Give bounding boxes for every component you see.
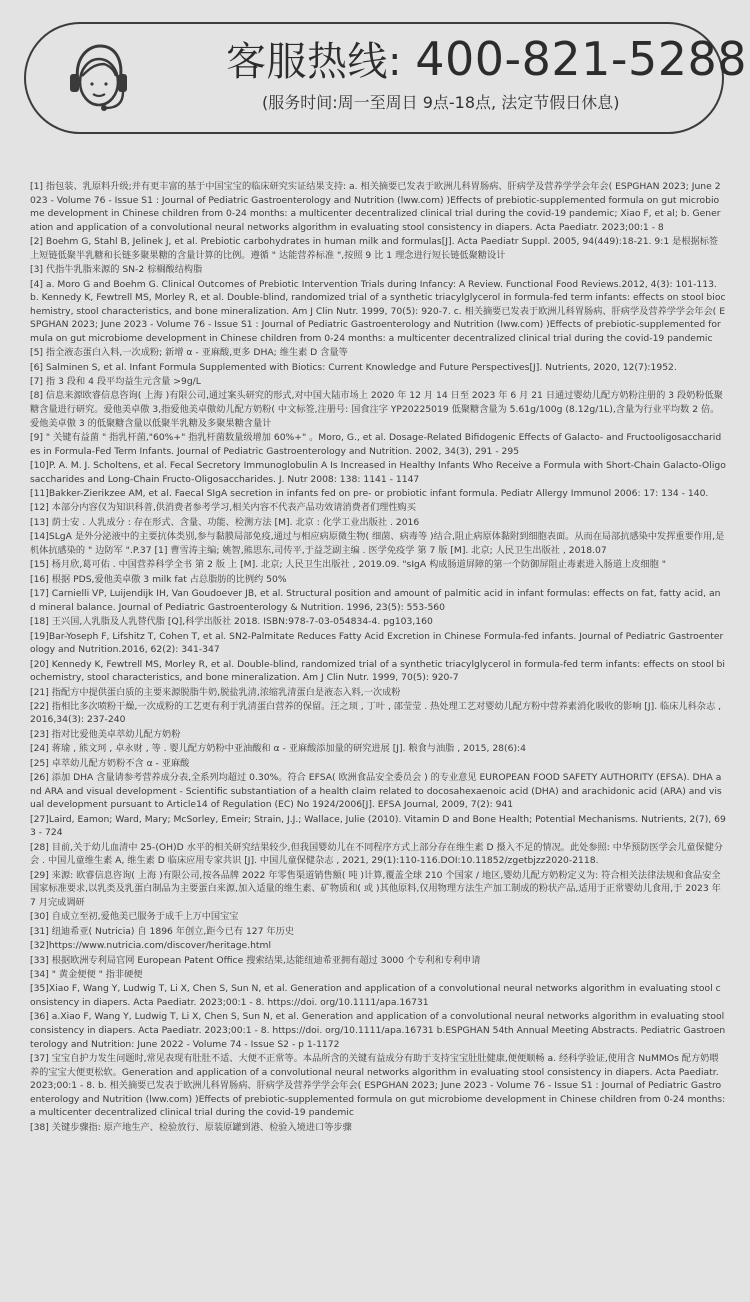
reference-item: [10]P. A. M. J. Scholtens, et al. Fecal Secretory Immunoglobulin A Is Increased in Healthy Infants Who Receive a Formula with Short-Chain Galacto-Oligosaccharides and Long-Chain Fructo-Oligosaccharides. J. Nutr 2008: 138: 1141 - 1147 [30,459,726,485]
reference-item: [15] 杨月欣,葛可佑 . 中国营养科学全书 第 2 版 上 [M]. 北京; 人民卫生出版社 , 2019.09. "sIgA 构成肠道屏障的第一个防御屏阻止毒素进入肠道上皮细胞 " [30,559,666,571]
reference-item: [21] 指配方中提供蛋白质的主要来源脱脂牛奶,脱盐乳清,浓缩乳清蛋白是液态入料,一次成粉 [30,686,401,698]
reference-item: [30] 自成立至初,爱他美已服务于成千上万中国宝宝 [30,911,239,923]
reference-item: [14]SLgA 是外分泌液中的主要抗体类别,参与黏膜局部免疫,通过与相应病原微生物( 细菌、病毒等 )结合,阻止病原体黏附到细胞表面。从而在局部抗感染中发挥重要作用,是机体抗感染的 " 边防军 ".P.37 [1] 曹雪涛主编; 姚智,熊思东,司传平,于益芝副主编 . 医学免疫学 第 7 版 [M]. 北京; 人民卫生出版社 , 2018.07 [30,531,725,556]
reference-item: [26] 添加 DHA 含量请参考营养成分表,全系列均超过 0.30%。符合 EFSA( 欧洲食品安全委员会 ) 的专业意见 EUROPEAN FOOD SAFETY AUTHORITY (EFSA). DHA and ARA and visual development - Scientific substantiation of a health claim related to docosahexaenoic acid (DHA) and arachidonic acid (ARA) and visual development pursuant to Article14 of Regulation (EC) No 1924/2006[J]. EFSA Journal, 2009, 7(2): 941 [30,772,722,811]
reference-item: [36] a.Xiao F, Wang Y, Ludwig T, Li X, Chen S, Sun N, et al. Generation and application of a convolutional neural networks algorithm in evaluating stool consistency in diapers. Acta Paediatr. 2023;00:1 - 8. https://doi. org/10.1111/apa.16731 b.ESPGHAN 54th Annual Meeting Abstracts. Pediatric Gastroenterology and Nutrition: June 2022 - Volume 74 - Issue S2 - p 1-1172 [30,1011,726,1050]
reference-item: [20] Kennedy K, Fewtrell MS, Morley R, et al. Double-blind, randomized trial of a synthetic triacylglycerol in formula-fed term infants: effects on stool biochemistry, stool characteristics, and bone mineralization. Am J Clin Nutr. 1999, 70(5): 920-7 [30,658,725,684]
reference-item: [22] 指相比多次喷粉干燥,一次成粉的工艺更有利于乳清蛋白营养的保留。汪之顼 , 丁叶 , 邵莹莹 . 热处理工艺对婴幼儿配方粉中营养素消化吸收的影响 [J]. 临床儿科杂志 ,2016,34(3): 237-240 [30,700,722,726]
service-hours: (服务时间:周一至周日 9点-18点, 法定节假日休息) [262,93,620,112]
reference-item: [24] 蒋瑜 , 熊文珂 , 卓永财 , 等 . 婴儿配方奶粉中亚油酸和 α - 亚麻酸添加量的研究进展 [J]. 粮食与油脂 , 2015, 28(6):4 [30,743,526,755]
reference-item: [27]Laird, Eamon; Ward, Mary; McSorley, Emeir; Strain, J.J.; Wallace, Julie (2010). Vitamin D and Bone Health; Potential Mechanisms. Nutrients, 2(7), 693 - 724 [30,813,726,839]
reference-item: [31] 纽迪希亚( Nutricia) 自 1896 年创立,距今已有 127 年历史 [30,925,294,937]
reference-item: [1] 指包装、乳原料升级;并有更丰富的基于中国宝宝的临床研究实证结果支持: a. 相关摘要已发表于欧洲儿科胃肠病、肝病学及营养学学会年会( ESPGHAN 2023; June 2023 - Volume 76 - Issue S1 : Journal of Pediatric Gastroenterology and Nutrition (lww.com) )Effects of prebiotic-supplemented formula on gut microbiome development in Chinese children from 0-24 months: a multicenter decentralized clinical trial during the covid-19 pandemic; Xiao F, et al; b. Generation and application of a convolutional neural networks algorithm in evaluating stool consistency in diapers. Acta Paediatr. 2023;00:1 - 8 [30,181,721,233]
reference-item: [4] a. Moro G and Boehm G. Clinical Outcomes of Prebiotic Intervention Trials during Infancy: A Review. Functional Food Reviews.2012, 4(3): 101-113. b. Kennedy K, Fewtrell MS, Morley R, et al. Double-blind, randomized trial of a synthetic triacylglycerol in formula-fed term infants: effects on stool biochemistry, stool characteristics, and bone mineralization. Am J Clin Nutr. 1999, 70(5): 920-7. c. 相关摘要已发表于欧洲儿科胃肠病、肝病学及营养学学会年会( ESPGHAN 2023; June 2023 - Volume 76 - Issue S1 : Journal of Pediatric Gastroenterology and Nutrition (lww.com) )Effects of prebiotic-supplemented formula on gut microbiome development in Chinese children from 0-24 months: a multicenter decentralized clinical trial during the covid-19 pandemic [30,278,726,344]
reference-item: [13] 荫士安 . 人乳成分 : 存在形式、含量、功能、检测方法 [M]. 北京 : 化学工业出版社 . 2016 [30,516,420,528]
reference-item: [34] " 黄金便便 " 指非硬便 [30,969,143,981]
hotline-label: 客服热线: [226,39,402,85]
hotline-title [226,34,747,87]
reference-item: [25] 卓萃幼儿配方奶粉不含 α - 亚麻酸 [30,757,190,769]
reference-item: [28] 目前,关于幼儿血清中 25-(OH)D 水平的相关研究结果较少,但我国婴幼儿在不同程序方式上部分存在维生素 D 摄入不足的情况。此处参照: 中华预防医学会儿童保健分会 . 中国儿童维生素 A, 维生素 D 临床应用专家共识 [J]. 中国儿童保健杂志 , 2021, 29(1):110-116.DOI:10.11852/zgetbjzz2020-2118. [30,841,723,867]
reference-item: [35]Xiao F, Wang Y, Ludwig T, Li X, Chen S, Sun N, et al. Generation and application of a convolutional neural networks algorithm in evaluating stool consistency in diapers. Acta Paediatr. 2023;00:1 - 8. https://doi. org/10.1111/apa.16731 [30,983,721,1008]
reference-item: [6] Salminen S, et al. Infant Formula Supplemented with Biotics: Current Knowledge and Future Perspectives[J]. Nutrients, 2020, 12(7):1952. [30,361,677,373]
reference-item: [2] Boehm G, Stahl B, Jelinek J, et al. Prebiotic carbohydrates in human milk and formulas[J]. Acta Paediatr Suppl. 2005, 94(449):18-21. 9:1 是根据标签上短链低聚半乳糖和长链多聚果糖的含量计算的比例。遵循 " 达能营养标准 ",按照 9 比 1 理念进行短长链低聚糖设计 [30,236,719,261]
hotline-banner [24,22,748,134]
reference-item: [18] 王兴国,人乳脂及人乳替代脂 [Q],科学出版社 2018. ISBN:978-7-03-054834-4. pg103,160 [30,616,433,628]
reference-item: [23] 指对比爱他美卓萃幼儿配方奶粉 [30,728,181,740]
reference-item: [33] 根据欧洲专利局官网 European Patent Office 搜索结果,达能纽迪希亚拥有超过 3000 个专利和专利申请 [30,954,481,966]
reference-item: [29] 来源: 欧睿信息咨询( 上海 )有限公司,按各品牌 2022 年零售渠道销售额( 吨 )计算,覆盖全球 210 个国家 / 地区,婴幼儿配方奶粉定义为: 符合相关法律法规和食品安全国家标准要求,以乳类及乳蛋白制品为主要蛋白来源,加入适量的维生素、矿物质和( 或 )其他原料,仅用物理方法生产加工制成的粉状产品,适用于正常婴幼儿食用,于 2023 年 7 月完成调研 [30,869,721,908]
reference-item: [19]Bar-Yoseph F, Lifshitz T, Cohen T, et al. SN2-Palmitate Reduces Fatty Acid Excretion in Chinese Formula-fed infants. Journal of Pediatric Gastroenterology and Nutrition.2016, 62(2): 341-347 [30,630,724,656]
reference-item: [8] 信息来源欧睿信息咨询( 上海 )有限公司,通过案头研究的形式,对中国大陆市场上 2020 年 12 月 14 日至 2023 年 6 月 21 日通过婴幼儿配方奶粉注册的 3 段奶粉低聚糖含量进行研究。爱他美卓傲 3,指爱他美卓傲幼儿配方奶粉( 中文标签,注册号: 国食注字 YP20225019 低聚糖含量为 5.61g/100g (8.12g/1L),含量为行业平均数 2 倍。爱他美卓傲 3 的低聚糖含量以低聚半乳糖及多聚果糖含量计 [30,390,723,429]
customer-service-headset-icon [64,42,132,118]
reference-item: [11]Bakker-Zierikzee AM, et al. Faecal SIgA secretion in infants fed on pre- or probiotic infant formula. Pediatr Allergy Immunol 2006: 17: 134 - 140. [30,487,709,499]
reference-item: [9] " 关键有益菌 " 指乳杆菌,"60%+" 指乳杆菌数量级增加 60%+" 。Moro, G., et al. Dosage-Related Bifidogenic Effects of Galacto- and Fructooligosaccharides in Formula-Fed Term Infants. Journal of Pediatric Gastroenterology and Nutrition. 2002, 34(3), 291 - 295 [30,431,722,457]
reference-item: [32]https://www.nutricia.com/discover/heritage.html [30,940,272,952]
reference-item: [7] 指 3 段和 4 段平均益生元含量 >9g/L [30,376,201,387]
reference-item: [17] Carnielli VP, Luijendijk IH, Van Goudoever JB, et al. Structural position and amount of palmitic acid in infant formulas: effects on fat, fatty acid, and mineral balance. Journal of Pediatric Gastroenterology & Nutrition. 1996, 23(5): 553-560 [30,588,721,613]
reference-item: [12] 本部分内容仅为知识科普,供消费者参考学习,相关内容不代表产品功效请消费者们理性购买 [30,502,416,514]
reference-item: [5] 指全液态蛋白入料,一次成粉; 新增 α - 亚麻酸,更多 DHA; 维生素 D 含量等 [30,347,348,359]
reference-item: [16] 根据 PDS,爱他美卓傲 3 milk fat 占总脂肪的比例约 50% [30,573,287,585]
reference-item: [37] 宝宝自护力发生问题时,常见表现有肚肚不适、大便不正常等。本品所含的关键有益成分有助于支持宝宝肚肚健康,便便顺畅 a. 经科学验证,使用含 NuMMOs 配方奶喂养的宝宝大便更松软。Generation and application of a convolutional neural networks algorithm in evaluating stool consistency in diapers. Acta Paediatr. 2023;00:1 - 8. b. 相关摘要已发表于欧洲儿科胃肠病、肝病学及营养学学会年会( ESPGHAN 2023; June 2023 - Volume 76 - Issue S1 : Journal of Pediatric Gastroenterology and Nutrition (lww.com) )Effects of prebiotic-supplemented formula on gut microbiome development in Chinese children from 0-24 months: a multicenter decentralized clinical trial during the covid-19 pandemic [30,1052,726,1119]
references-list [30,180,726,1135]
hotline-number[interactable]: 400-821-5288 [415,32,748,86]
reference-item: [3] 代指牛乳脂来源的 SN-2 棕榈酸结构脂 [30,264,203,276]
reference-item: [38] 关键步骤指: 原产地生产、检验放行、原装原罐到港、检验入境进口等步骤 [30,1121,352,1133]
